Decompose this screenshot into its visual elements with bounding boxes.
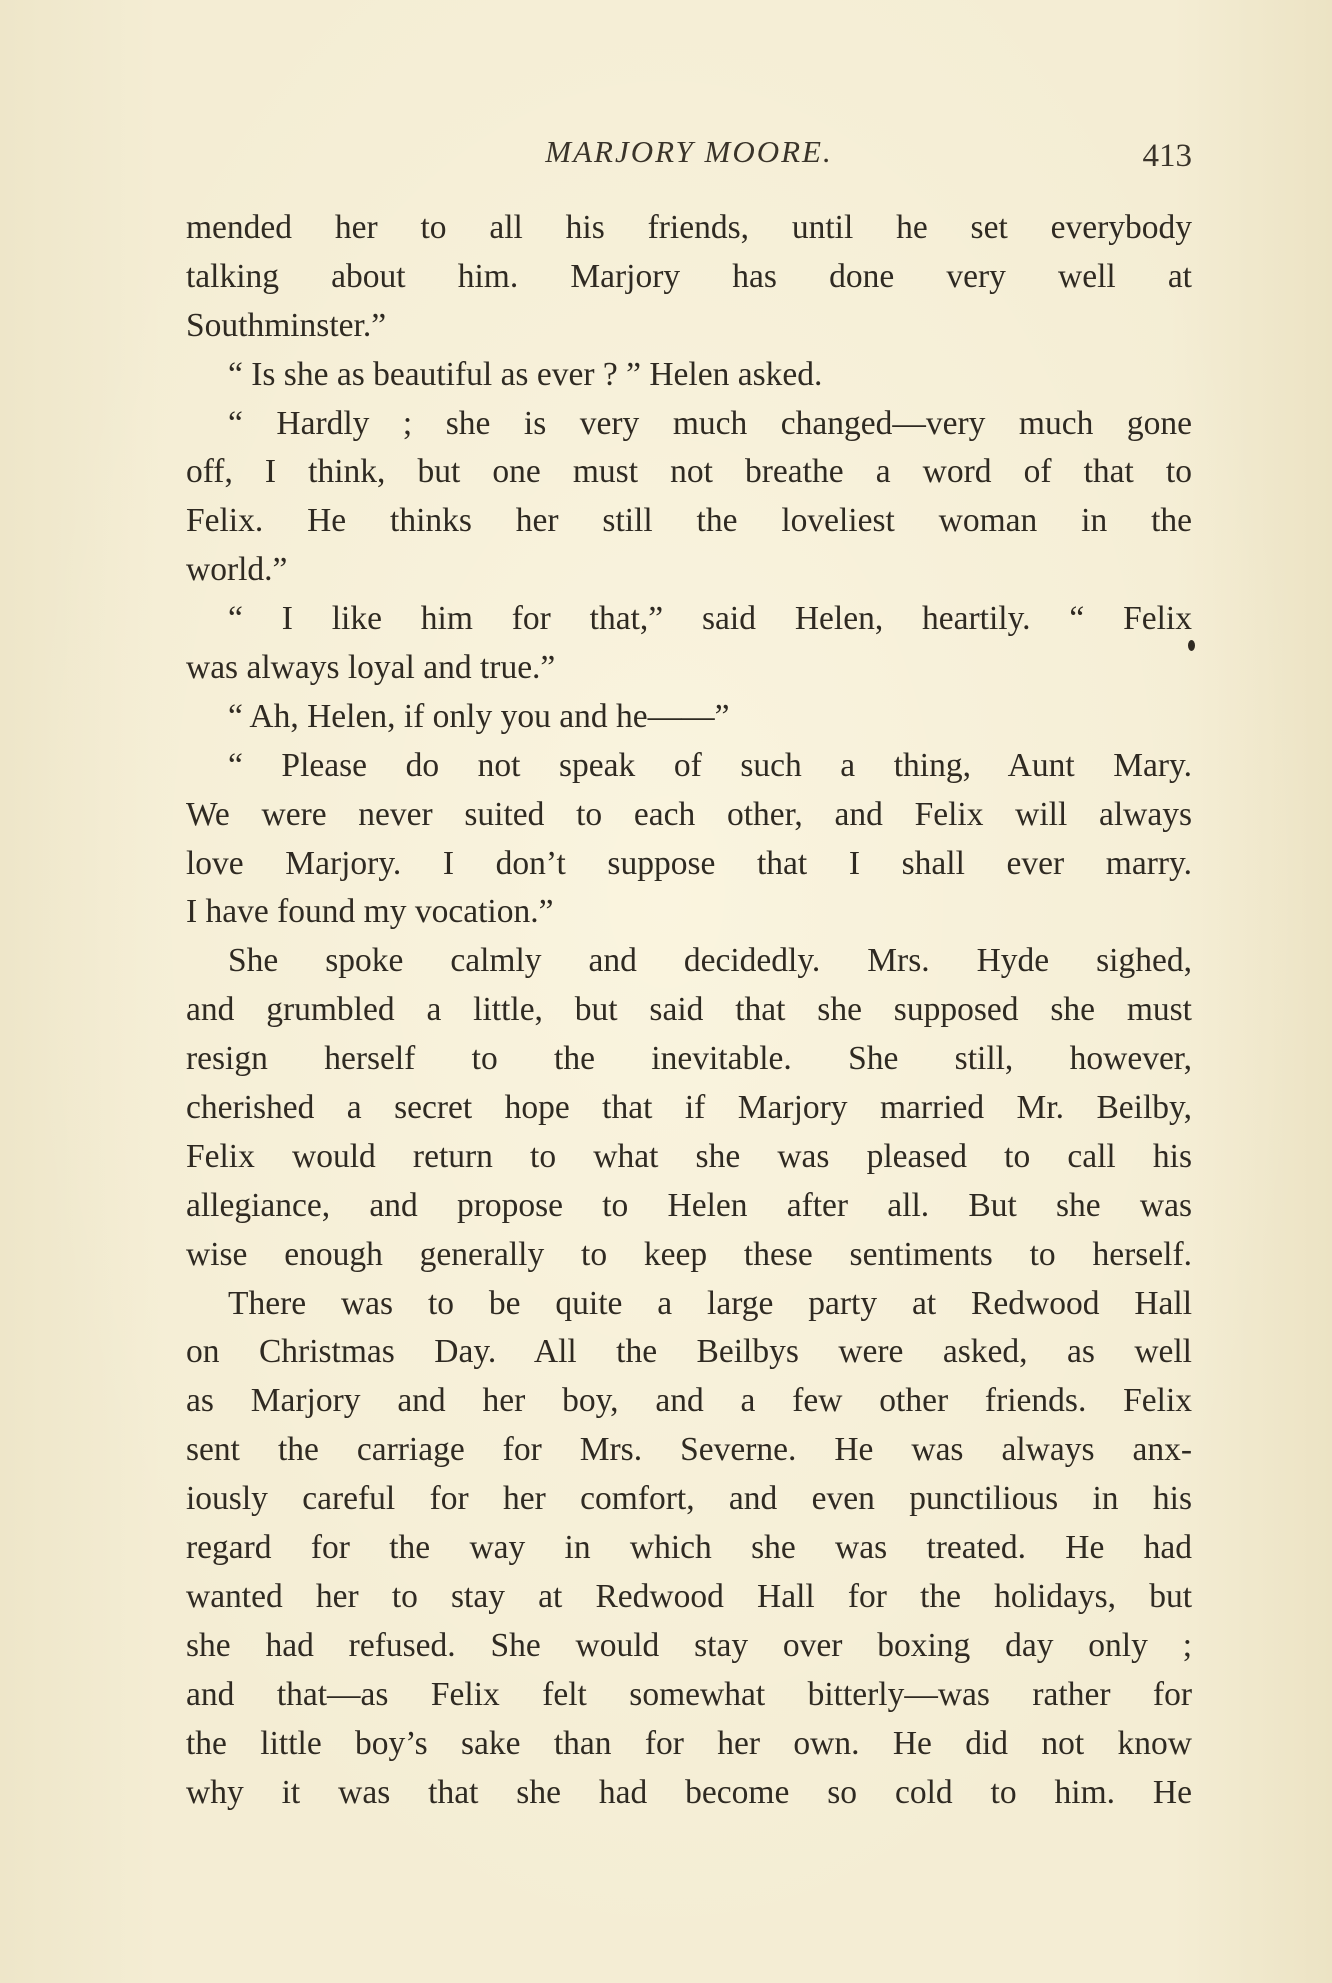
text-line: iously careful for her comfort, and even punctilious in his <box>186 1480 1192 1518</box>
text-line: and grumbled a little, but said that she supposed she must <box>186 991 1192 1029</box>
text-line: We were never suited to each other, and Felix will always <box>186 795 1192 833</box>
text-line: was always loyal and true.” <box>186 649 556 687</box>
text-line: off, I think, but one must not breathe a word of that to <box>186 453 1192 491</box>
text-line: I have found my vocation.” <box>186 893 554 931</box>
text-line: “ I like him for that,” said Helen, heartily. “ Felix <box>228 600 1192 638</box>
page-number: 413 <box>1142 138 1192 174</box>
text-line: she had refused. She would stay over boxing day only ; <box>186 1626 1192 1664</box>
text-line: Southminster.” <box>186 306 387 344</box>
text-line: There was to be quite a large party at Redwood Hall <box>228 1284 1192 1322</box>
text-line: why it was that she had become so cold to him. He <box>186 1773 1192 1811</box>
text-line: Felix. He thinks her still the loveliest woman in the <box>186 502 1192 540</box>
text-line: wise enough generally to keep these sentiments to herself. <box>186 1235 1192 1273</box>
text-line: on Christmas Day. All the Beilbys were asked, as well <box>186 1333 1192 1371</box>
text-line: as Marjory and her boy, and a few other friends. Felix <box>186 1382 1192 1420</box>
text-line: regard for the way in which she was treated. He had <box>186 1529 1192 1567</box>
body-text <box>186 204 1192 1817</box>
text-line: the little boy’s sake than for her own. He did not know <box>186 1724 1192 1762</box>
text-line: Felix would return to what she was pleased to call his <box>186 1137 1192 1175</box>
text-line: She spoke calmly and decidedly. Mrs. Hyde sighed, <box>228 942 1192 980</box>
ink-speck <box>1188 640 1195 651</box>
text-line: world.” <box>186 551 288 589</box>
text-line: mended her to all his friends, until he set everybody <box>186 209 1192 246</box>
text-line: sent the carriage for Mrs. Severne. He was always anx- <box>186 1431 1192 1469</box>
text-line: “ Ah, Helen, if only you and he——” <box>228 697 730 735</box>
text-line: wanted her to stay at Redwood Hall for the holidays, but <box>186 1577 1192 1615</box>
running-title: MARJORY MOORE. <box>545 134 833 169</box>
text-line: talking about him. Marjory has done very well at <box>186 257 1192 295</box>
text-line: resign herself to the inevitable. She still, however, <box>186 1040 1192 1078</box>
text-line: “ Hardly ; she is very much changed—very much gone <box>228 404 1192 442</box>
text-line: love Marjory. I don’t suppose that I shall ever marry. <box>186 844 1192 882</box>
text-line: “ Is she as beautiful as ever ? ” Helen asked. <box>228 355 823 393</box>
text-line: “ Please do not speak of such a thing, Aunt Mary. <box>228 746 1192 784</box>
text-line: allegiance, and propose to Helen after all. But she was <box>186 1186 1192 1224</box>
text-line: cherished a secret hope that if Marjory married Mr. Beilby, <box>186 1089 1192 1127</box>
text-line: and that—as Felix felt somewhat bitterly—was rather for <box>186 1675 1192 1713</box>
page-header <box>186 128 1192 178</box>
